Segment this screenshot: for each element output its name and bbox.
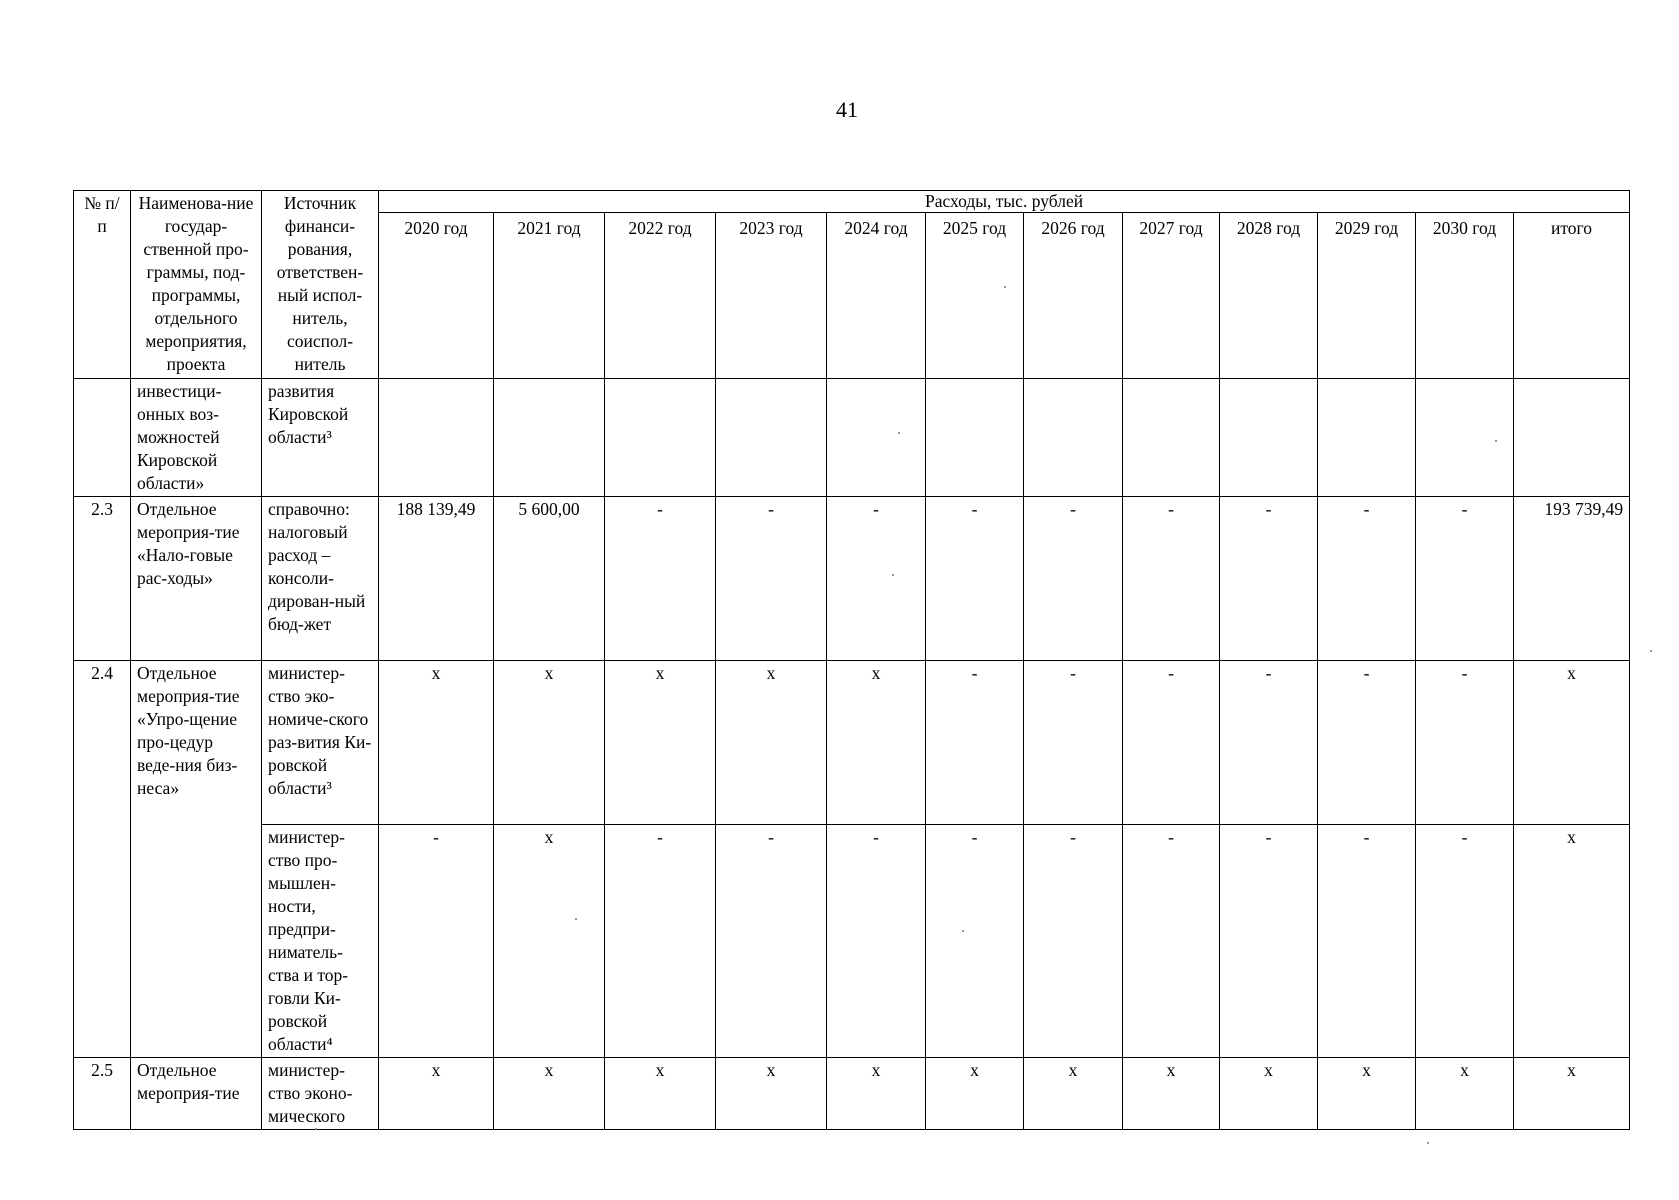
row-value: -: [1024, 497, 1123, 661]
row-value: x: [1318, 1058, 1416, 1130]
row-value: x: [716, 1058, 827, 1130]
row-value: [1123, 379, 1220, 497]
row-value: [1318, 379, 1416, 497]
row-value: 5 600,00: [494, 497, 605, 661]
row-value: -: [1024, 661, 1123, 825]
row-total: x: [1514, 661, 1630, 825]
scan-speck: [898, 432, 900, 434]
header-year: 2020 год: [379, 213, 494, 379]
row-value: -: [716, 825, 827, 1058]
row-value: -: [827, 497, 926, 661]
header-year: 2030 год: [1416, 213, 1514, 379]
scan-speck: [1650, 650, 1652, 652]
row-value: x: [1416, 1058, 1514, 1130]
page-number: 41: [836, 97, 858, 122]
row-total: [1514, 379, 1630, 497]
table-row: [74, 825, 1630, 1058]
row-value: x: [827, 661, 926, 825]
row-name: Отдельное мероприя-тие «Нало-говые рас-ходы»: [131, 497, 262, 661]
header-year: 2026 год: [1024, 213, 1123, 379]
row-value: [605, 379, 716, 497]
header-expenses: Расходы, тыс. рублей: [379, 191, 1630, 213]
header-year: 2029 год: [1318, 213, 1416, 379]
header-row-1: [74, 191, 1630, 213]
header-number: № п/п: [74, 191, 131, 379]
row-value: x: [605, 661, 716, 825]
row-value: x: [1220, 1058, 1318, 1130]
row-value: -: [1416, 497, 1514, 661]
scan-speck: [315, 1128, 317, 1130]
scan-speck: [1495, 440, 1497, 442]
row-value: [379, 379, 494, 497]
scan-speck: [962, 930, 964, 932]
header-year: 2024 год: [827, 213, 926, 379]
row-value: x: [716, 661, 827, 825]
expenses-table: [73, 190, 1630, 1130]
row-value: [494, 379, 605, 497]
row-source: министер-ство эко-номиче-ского раз-вития Ки-ровской области³: [262, 661, 379, 825]
table-row: [74, 379, 1630, 497]
row-value: -: [1024, 825, 1123, 1058]
row-name: Отдельное мероприя-тие: [131, 1058, 262, 1130]
header-year: 2027 год: [1123, 213, 1220, 379]
row-value: [926, 379, 1024, 497]
row-name: Отдельное мероприя-тие «Упро-щение про-цедур веде-ния биз-неса»: [131, 661, 262, 1058]
row-source: развития Кировской области³: [262, 379, 379, 497]
row-value: -: [1220, 825, 1318, 1058]
row-value: 188 139,49: [379, 497, 494, 661]
row-value: -: [1416, 825, 1514, 1058]
scan-speck: [1427, 1142, 1429, 1144]
header-source: Источник финанси-рования, ответствен-ный испол-нитель, соиспол-нитель: [262, 191, 379, 379]
row-value: -: [1220, 497, 1318, 661]
scan-speck: [1004, 286, 1006, 288]
row-value: x: [494, 825, 605, 1058]
row-value: -: [1318, 825, 1416, 1058]
row-value: x: [494, 661, 605, 825]
row-value: -: [926, 825, 1024, 1058]
header-year: 2021 год: [494, 213, 605, 379]
row-total: x: [1514, 825, 1630, 1058]
row-value: x: [379, 661, 494, 825]
row-number: 2.4: [74, 661, 131, 1058]
row-value: [1220, 379, 1318, 497]
row-total: x: [1514, 1058, 1630, 1130]
row-number: 2.3: [74, 497, 131, 661]
row-value: -: [605, 825, 716, 1058]
row-value: x: [1123, 1058, 1220, 1130]
row-value: -: [1318, 661, 1416, 825]
row-name: инвестици-онных воз-можностей Кировской области»: [131, 379, 262, 497]
table-row: [74, 661, 1630, 825]
row-value: [827, 379, 926, 497]
row-value: -: [716, 497, 827, 661]
scan-speck: [575, 918, 577, 920]
row-source: министер-ство эконо-мического: [262, 1058, 379, 1130]
row-value: -: [1123, 497, 1220, 661]
row-value: x: [494, 1058, 605, 1130]
row-number: [74, 379, 131, 497]
row-value: -: [1416, 661, 1514, 825]
row-value: x: [379, 1058, 494, 1130]
header-total: итого: [1514, 213, 1630, 379]
row-value: -: [926, 497, 1024, 661]
row-value: -: [827, 825, 926, 1058]
scan-speck: [892, 574, 894, 576]
row-value: x: [1024, 1058, 1123, 1130]
row-value: x: [605, 1058, 716, 1130]
row-value: -: [926, 661, 1024, 825]
row-value: [1024, 379, 1123, 497]
row-value: -: [1123, 661, 1220, 825]
table-row: [74, 1058, 1630, 1130]
row-value: x: [926, 1058, 1024, 1130]
row-value: -: [1318, 497, 1416, 661]
header-year: 2023 год: [716, 213, 827, 379]
row-value: [1416, 379, 1514, 497]
row-value: [716, 379, 827, 497]
header-year: 2025 год: [926, 213, 1024, 379]
row-value: -: [1123, 825, 1220, 1058]
row-source: министер-ство про-мышлен-ности, предпри-ниматель-ства и тор-говли Ки-ровской области⁴: [262, 825, 379, 1058]
table-row: [74, 497, 1630, 661]
row-number: 2.5: [74, 1058, 131, 1130]
header-year: 2028 год: [1220, 213, 1318, 379]
row-value: -: [605, 497, 716, 661]
row-value: -: [379, 825, 494, 1058]
row-total: 193 739,49: [1514, 497, 1630, 661]
row-source: справочно: налоговый расход – консоли-дирован-ный бюд-жет: [262, 497, 379, 661]
row-value: x: [827, 1058, 926, 1130]
header-name: Наименова-ние государ-ственной про-граммы, под-программы, отдельного мероприятия, проекта: [131, 191, 262, 379]
row-value: -: [1220, 661, 1318, 825]
header-year: 2022 год: [605, 213, 716, 379]
